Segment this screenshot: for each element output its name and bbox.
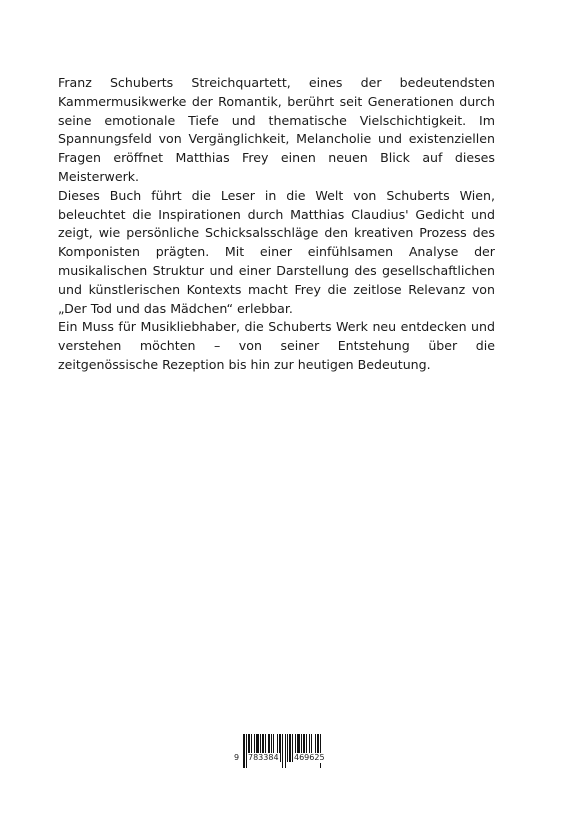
blurb-paragraph-2: Dieses Buch führt die Leser in die Welt von Schuberts Wien, beleuchtet die Inspirationen durch Matthias Claudius' Gedicht und zeigt, wie persönliche Schicksalsschläge den kreativen Prozess des Komponisten prägten. Mit einer einfühlsamen Analyse der musikalischen Struktur und einer Darstellung des gesellschaftlichen und künstlerischen Kontexts macht Frey die zeitlose Relevanz von „Der Tod und das Mädchen“ erlebbar. [58, 187, 495, 316]
barcode-right-group: 469625 [294, 753, 325, 762]
back-cover-blurb [58, 74, 495, 375]
barcode-left-group: 783384 [248, 753, 279, 762]
barcode-digits [233, 753, 341, 767]
blurb-paragraph-1: Franz Schuberts Streichquartett, eines der bedeutendsten Kammermusikwerke der Romantik, berührt seit Generationen durch seine emotionale Tiefe und thematische Vielschichtigkeit. Im Spannungsfeld von Vergänglichkeit, Melancholie und existenziellen Fragen eröffnet Matthias Frey einen neuen Blick auf dieses Meisterwerk. [58, 75, 495, 184]
barcode-first-digit: 9 [234, 753, 240, 762]
blurb-paragraph-3: Ein Muss für Musikliebhaber, die Schuberts Werk neu entdecken und verstehen möchten – von seiner Entstehung über die zeitgenössische Rezeption bis hin zur heutigen Bedeutung. [58, 319, 495, 372]
